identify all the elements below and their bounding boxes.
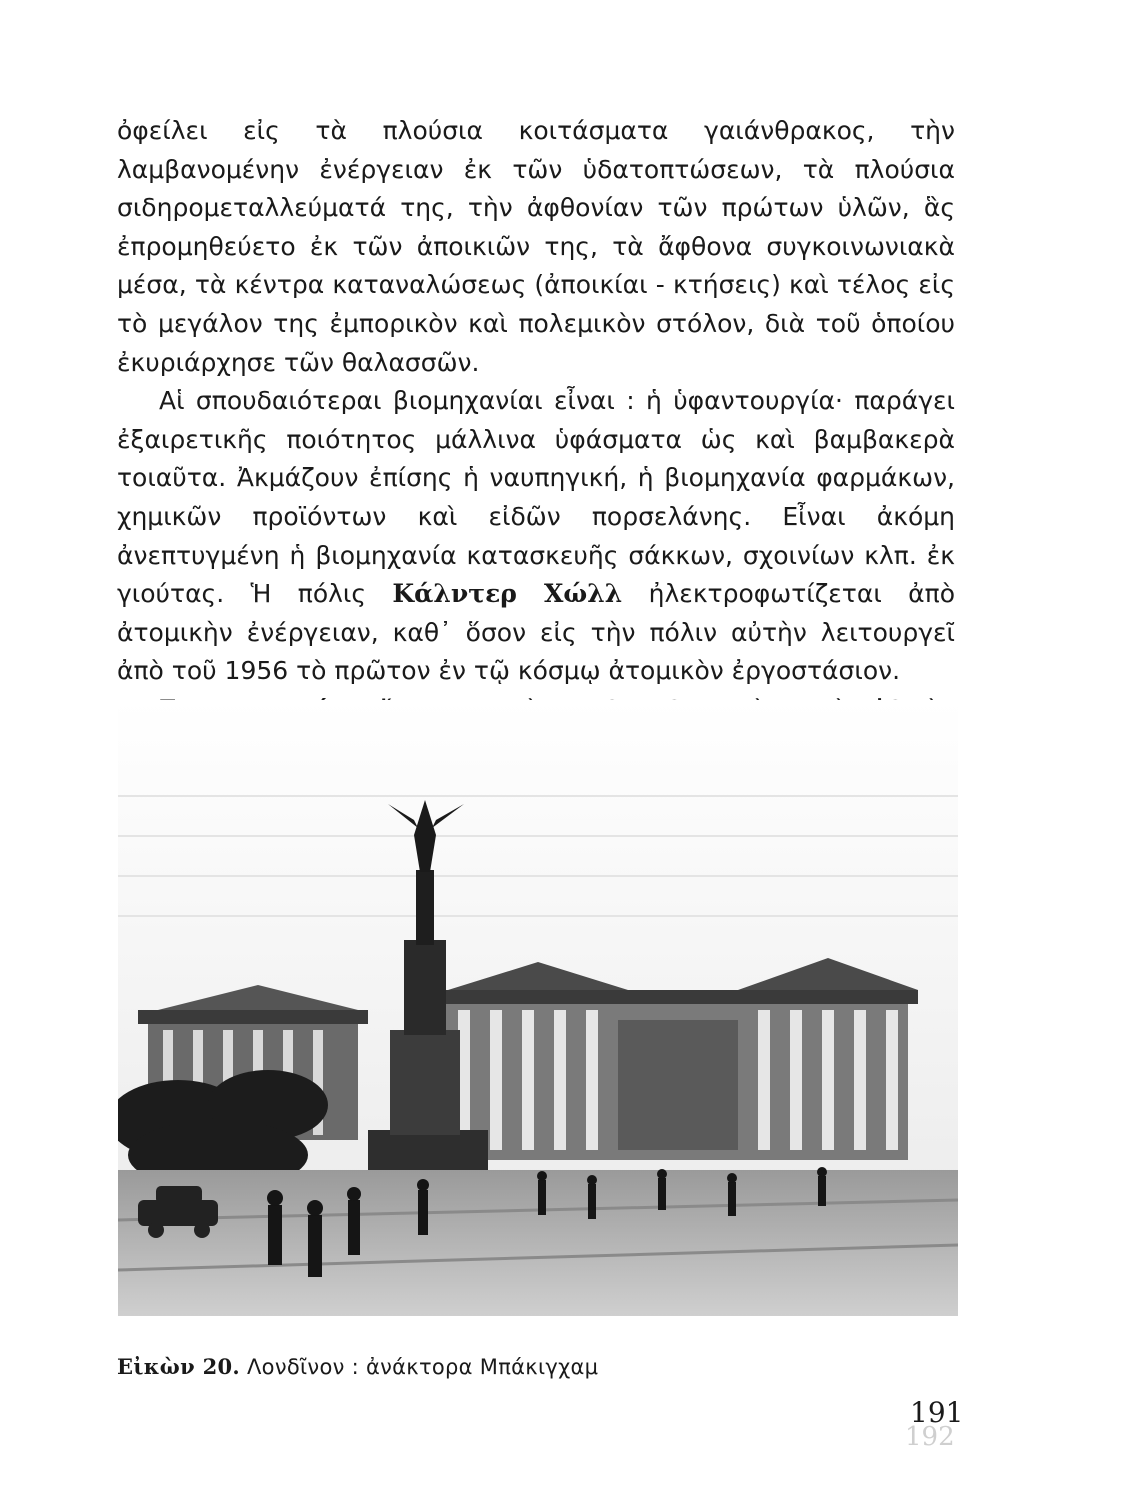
paragraph-main-industries bbox=[117, 382, 955, 691]
page-number: 191 bbox=[910, 1396, 964, 1429]
figure-label: Εἰκὼν 20. bbox=[117, 1354, 241, 1379]
figure-caption-text: Λονδῖνον : ἀνάκτορα Μπάκιγχαμ bbox=[247, 1355, 599, 1379]
figure-caption bbox=[117, 1354, 598, 1379]
paragraph-text-after: ἠλεκτροφωτίζεται ἀπὸ ἀτομικὴν ἐνέργειαν, καθ᾽ ὅσον εἰς τὴν πόλιν αὐτὴν λειτουργεῖ ἀπὸ τοῦ 1956 τὸ πρῶτον ἐν τῷ κόσμῳ ἀτομικὸν ἐργοστάσιον. bbox=[117, 579, 955, 686]
paragraph-text: ὀφείλει εἰς τὰ πλούσια κοιτάσματα γαιάνθρακος, τὴν λαμβανομένην ἐνέργειαν ἐκ τῶν ὑδατοπτώσεων, τὰ πλούσια σιδηρομεταλλεύματά της, τὴν ἀφθονίαν τῶν πρώτων ὑλῶν, ἃς ἐπρομηθεύετο ἐκ τῶν ἀποικιῶν της, τὰ ἄφθονα συγκοινωνιακὰ μέσα, τὰ κέντρα καταναλώσεως (ἀποικίαι - κτήσεις) καὶ τέλος εἰς τὸ μεγάλον της ἐμπορικὸν καὶ πολεμικὸν στόλον, διὰ τοῦ ὁποίου ἐκυριάρχησε τῶν θαλασσῶν. bbox=[117, 116, 955, 377]
paragraph-text-before: Αἱ σπουδαιότεραι βιομηχανίαι εἶναι : ἡ ὑφαντουργία· παράγει ἐξαιρετικῆς ποιότητος μάλλινα ὑφάσματα ὡς καὶ βαμβακερὰ τοιαῦτα. Ἀκμάζουν ἐπίσης ἡ ναυπηγική, ἡ βιομηχανία φαρμάκων, χημικῶν προϊόντων καὶ εἰδῶν πορσελάνης. Εἶναι ἀκόμη ἀνεπτυγμένη ἡ βιομηχανία κατασκευῆς σάκκων, σχοινίων κλπ. ἐκ γιούτας. Ἡ πόλις bbox=[117, 386, 955, 609]
bleed-through-page-number: 192 bbox=[905, 1422, 955, 1452]
photo-buckingham-palace bbox=[118, 700, 958, 1316]
paragraph-industry-causes bbox=[117, 112, 955, 382]
place-name-calder-hall: Κάλντερ Χώλλ bbox=[392, 579, 623, 609]
